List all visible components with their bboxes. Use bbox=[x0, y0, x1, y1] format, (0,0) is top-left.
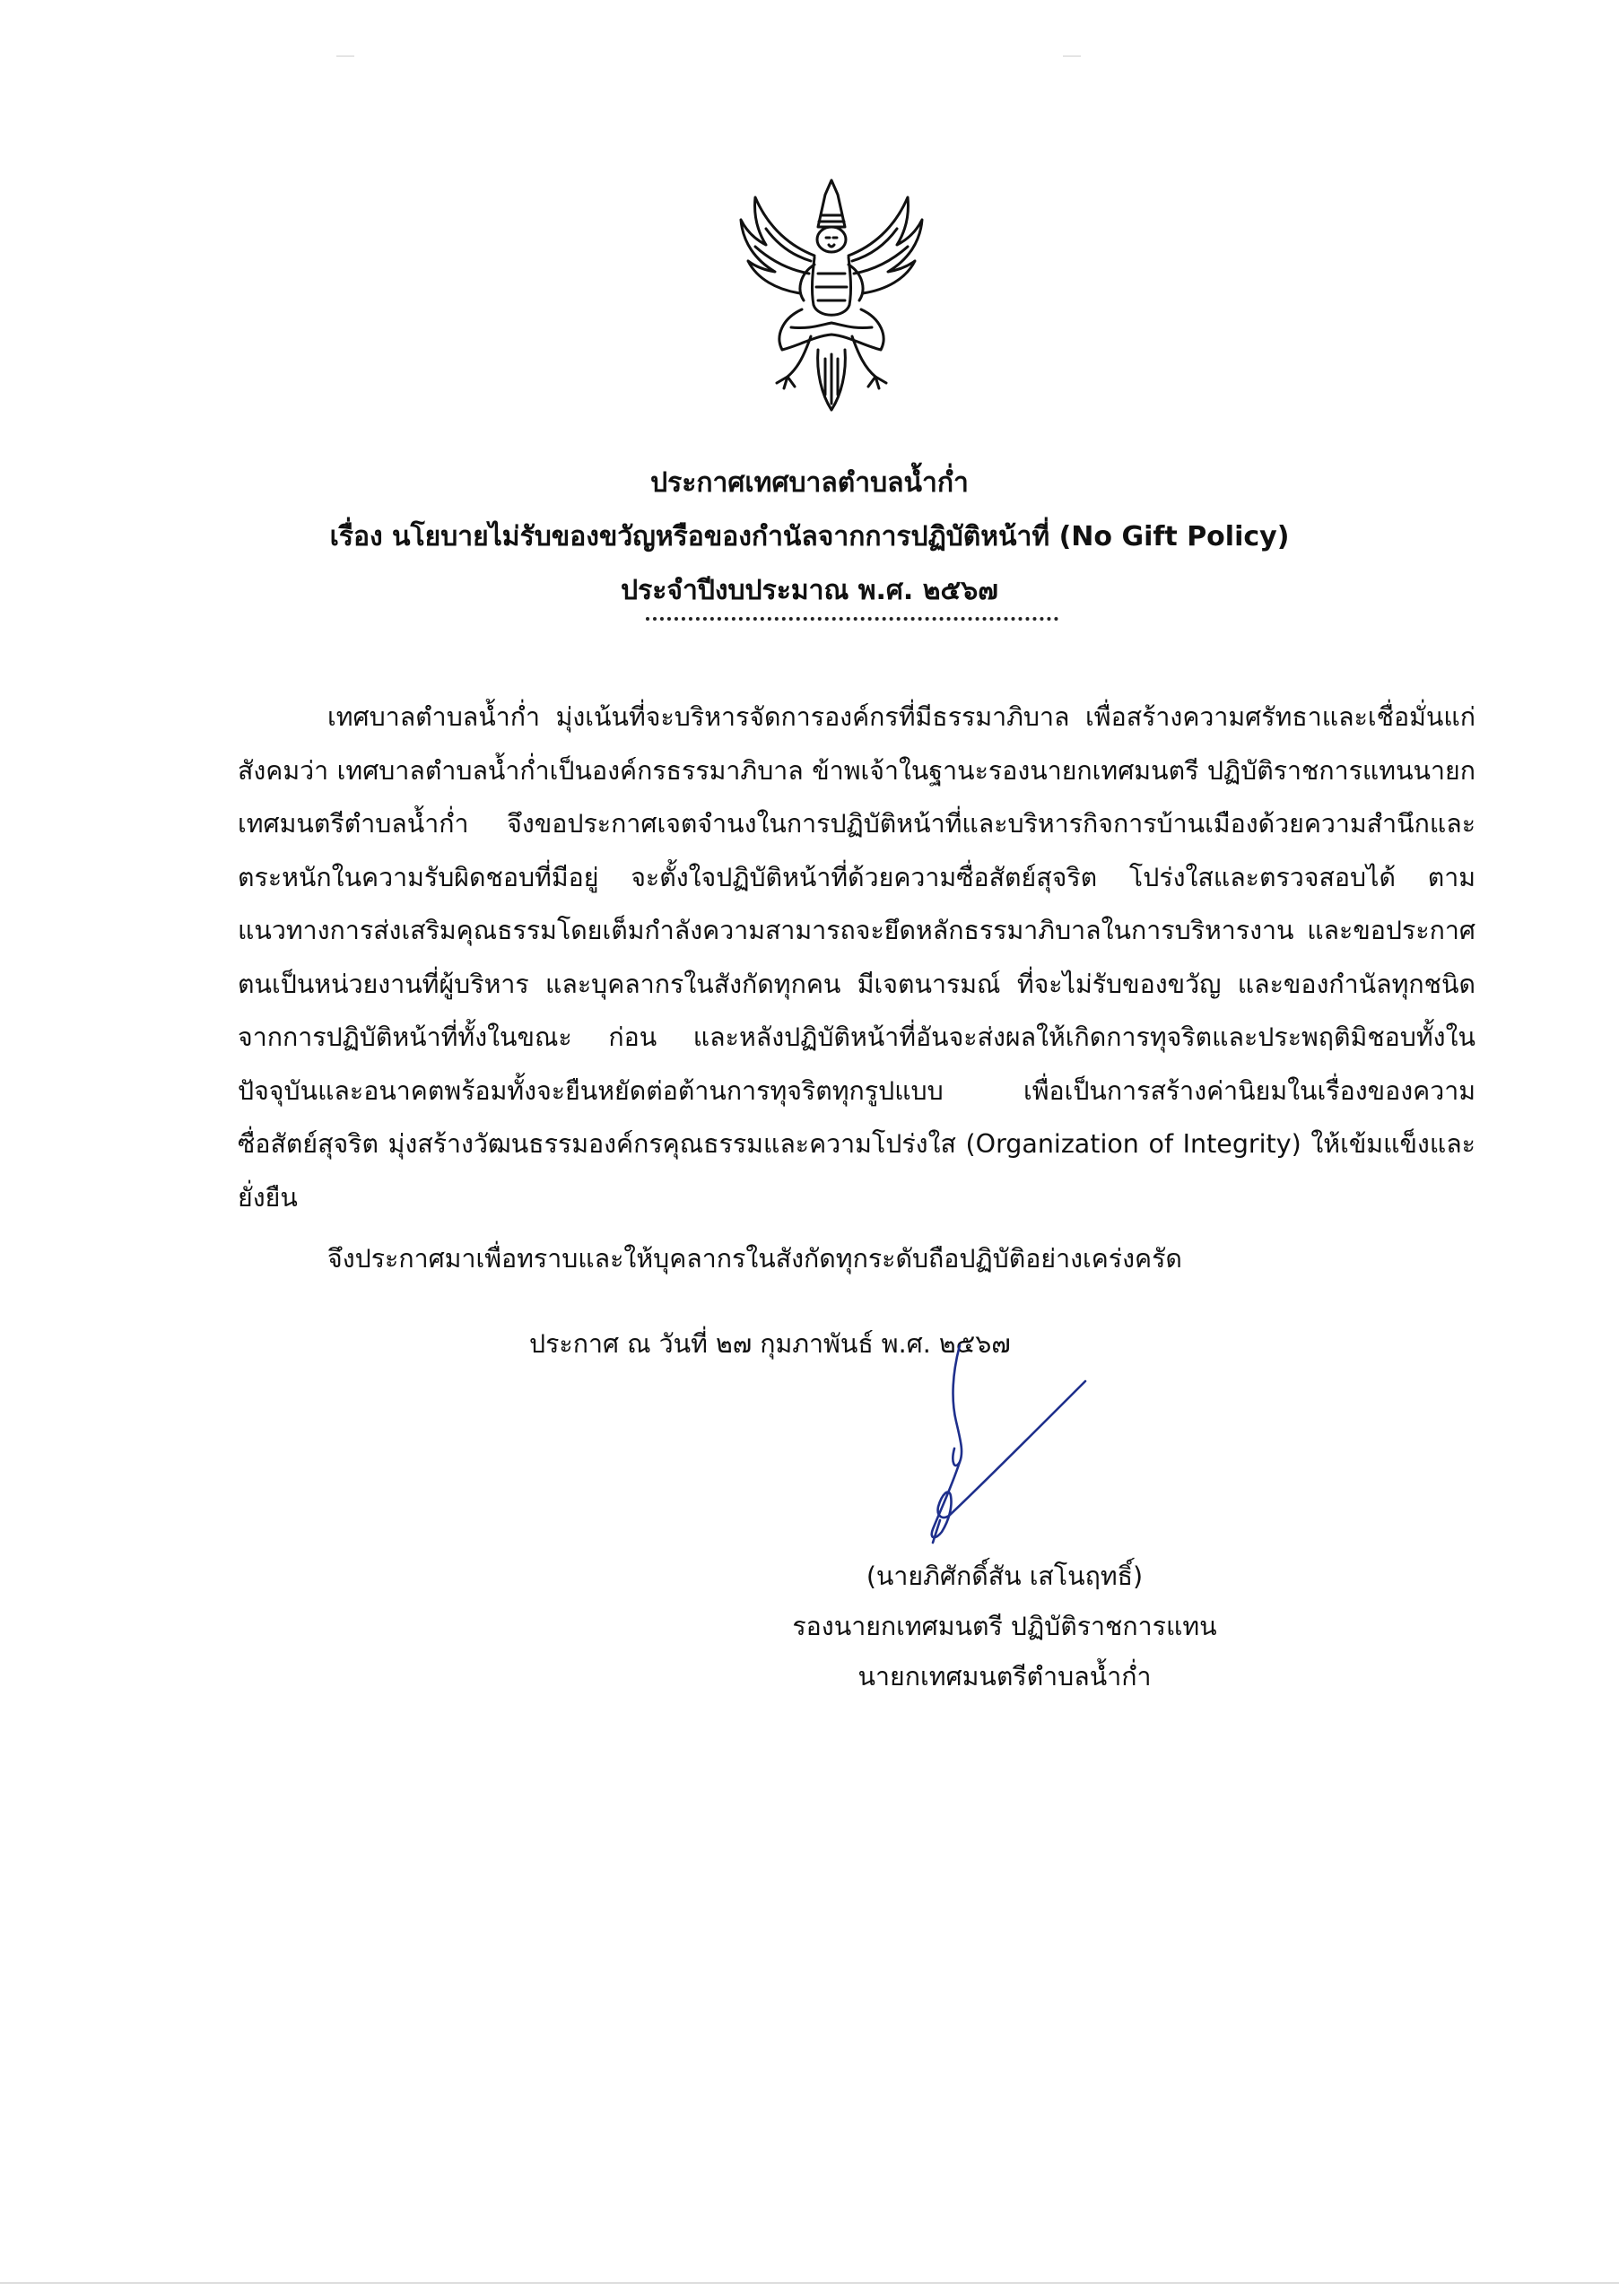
signatory-name: (นายภิศักดิ์สัน เสโนฤทธิ์) bbox=[866, 1561, 1144, 1591]
announcement-statement: จึงประกาศมาเพื่อทราบและให้บุคลากรในสังกัดทุกระดับถือปฏิบัติอย่างเคร่งครัด bbox=[327, 1244, 1182, 1274]
announcement-body bbox=[238, 691, 1475, 1224]
announcement-date: ประกาศ ณ วันที่ ๒๗ กุมภาพันธ์ พ.ศ. ๒๕๖๗ bbox=[529, 1329, 1011, 1359]
handwritten-signature bbox=[897, 1336, 1112, 1561]
document-title: ประกาศเทศบาลตำบลน้ำก่ำ bbox=[650, 467, 969, 499]
signature-block bbox=[736, 1552, 1274, 1702]
document-subject: เรื่อง นโยบายไม่รับของขวัญหรือของกำนัลจากการปฏิบัติหน้าที่ (No Gift Policy) bbox=[329, 521, 1290, 552]
scan-mark bbox=[336, 56, 354, 57]
scan-mark bbox=[1063, 56, 1081, 57]
garuda-emblem-icon bbox=[728, 175, 935, 417]
signatory-organization: นายกเทศมนตรีตำบลน้ำก่ำ bbox=[857, 1662, 1152, 1692]
signatory-position: รองนายกเทศมนตรี ปฏิบัติราชการแทน bbox=[792, 1612, 1217, 1641]
body-paragraph: เทศบาลตำบลน้ำก่ำ มุ่งเน้นที่จะบริหารจัดการองค์กรที่มีธรรมาภิบาล เพื่อสร้างความศรัทธาและเชื่อมั่นแก่สังคมว่า เทศบาลตำบลน้ำก่ำเป็นองค์กรธรรมาภิบาล ข้าพเจ้าในฐานะรองนายกเทศมนตรี ปฏิบัติราชการแทนนายกเทศมนตรีตำบลน้ำก่ำ จึงขอประกาศเจตจำนงในการปฏิบัติหน้าที่และบริหารกิจการบ้านเมืองด้วยความสำนึกและตระหนักในความรับผิดชอบที่มีอยู่ จะตั้งใจปฏิบัติหน้าที่ด้วยความซื่อสัตย์สุจริต โปร่งใสและตรวจสอบได้ ตามแนวทางการส่งเสริมคุณธรรมโดยเต็มกำลังความสามารถจะยึดหลักธรรมาภิบาลในการบริหารงาน และขอประกาศตนเป็นหน่วยงานที่ผู้บริหาร และบุคลากรในสังกัดทุกคน มีเจตนารมณ์ ที่จะไม่รับของขวัญ และของกำนัลทุกชนิดจากการปฏิบัติหน้าที่ทั้งในขณะ ก่อน และหลังปฏิบัติหน้าที่อันจะส่งผลให้เกิดการทุจริตและประพฤติมิชอบทั้งในปัจจุบันและอนาคตพร้อมทั้งจะยืนหยัดต่อต้านการทุจริตทุกรูปแบบ เพื่อเป็นการสร้างค่านิยมในเรื่องของความซื่อสัตย์สุจริต มุ่งสร้างวัฒนธรรมองค์กรคุณธรรมและความโปร่งใส (Organization of Integrity) ให้เข้มแข็งและยั่งยืน bbox=[238, 702, 1475, 1213]
fiscal-year-line: ประจำปีงบประมาณ พ.ศ. ๒๕๖๗ bbox=[621, 575, 998, 606]
dotted-divider bbox=[646, 617, 1058, 621]
